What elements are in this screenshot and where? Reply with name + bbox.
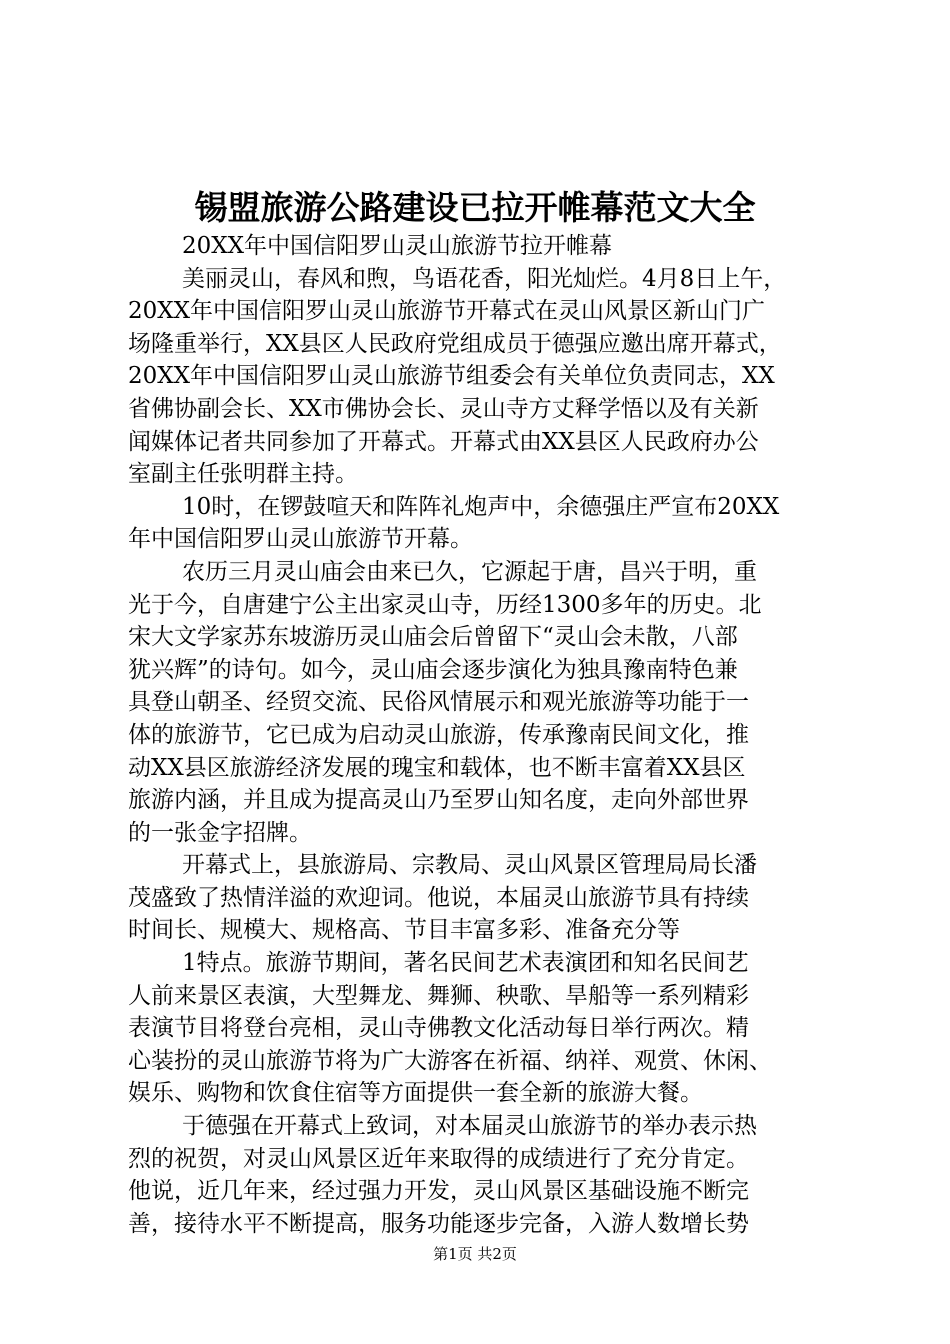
document-body [128, 230, 828, 1240]
paragraph-line: 动XX县区旅游经济发展的瑰宝和载体，也不断丰富着XX县区 [128, 754, 746, 781]
paragraph-line: 20XX年中国信阳罗山灵山旅游节开幕式在灵山风景区新山门广 [128, 298, 766, 325]
paragraph-line: 心装扮的灵山旅游节将为广大游客在祈福、纳祥、观赏、休闲、 [128, 1047, 772, 1074]
paragraph-line: 茂盛致了热情洋溢的欢迎词。他说，本届灵山旅游节具有持续 [128, 884, 749, 911]
paragraph-line: 他说，近几年来，经过强力开发，灵山风景区基础设施不断完 [128, 1178, 749, 1205]
paragraph-line: 善，接待水平不断提高，服务功能逐步完备，入游人数增长势 [128, 1210, 749, 1237]
paragraph-line: 宋大文学家苏东坡游历灵山庙会后曾留下“灵山会未散，八部 [128, 624, 738, 651]
paragraph-line: 娱乐、购物和饮食住宿等方面提供一套全新的旅游大餐。 [128, 1080, 703, 1107]
paragraph-line: 10时，在锣鼓喧天和阵阵礼炮声中，余德强庄严宣布20XX [182, 493, 780, 520]
paragraph-line: 美丽灵山，春风和煦，鸟语花香，阳光灿烂。4月8日上午， [182, 265, 787, 292]
paragraph-line: 烈的祝贺，对灵山风景区近年来取得的成绩进行了充分肯定。 [128, 1145, 749, 1172]
paragraph-line: 省佛协副会长、XX市佛协会长、灵山寺方丈释学悟以及有关新 [128, 395, 759, 422]
paragraph-line: 旅游内涵，并且成为提高灵山乃至罗山知名度，走向外部世界 [128, 787, 749, 814]
paragraph-line: 开幕式上，县旅游局、宗教局、灵山风景区管理局局长潘 [182, 852, 757, 879]
paragraph-line: 20XX年中国信阳罗山灵山旅游节拉开帷幕 [182, 233, 613, 259]
paragraph-line: 20XX年中国信阳罗山灵山旅游节组委会有关单位负责同志，XX [128, 363, 775, 390]
paragraph-line: 于德强在开幕式上致词，对本届灵山旅游节的举办表示热 [182, 1113, 757, 1140]
paragraph-line: 光于今，自唐建宁公主出家灵山寺，历经1300多年的历史。北 [128, 591, 762, 618]
paragraph-line: 1特点。旅游节期间，著名民间艺术表演团和知名民间艺 [182, 950, 749, 977]
paragraph-line: 室副主任张明群主持。 [128, 461, 358, 488]
paragraph-line: 表演节目将登台亮相，灵山寺佛教文化活动每日举行两次。精 [128, 1015, 749, 1042]
paragraph-line: 场隆重举行，XX县区人民政府党组成员于德强应邀出席开幕式， [128, 330, 782, 357]
page-number-footer: 第1页 共2页 [433, 1245, 517, 1263]
paragraph-line: 年中国信阳罗山灵山旅游节开幕。 [128, 526, 473, 553]
paragraph-line: 具登山朝圣、经贸交流、民俗风情展示和观光旅游等功能于一 [128, 689, 749, 716]
paragraph-line: 人前来景区表演，大型舞龙、舞狮、秧歌、旱船等一系列精彩 [128, 982, 749, 1009]
paragraph-line: 农历三月灵山庙会由来已久，它源起于唐，昌兴于明，重 [182, 558, 757, 585]
paragraph-line: 时间长、规模大、规格高、节目丰富多彩、准备充分等 [128, 917, 680, 944]
paragraph-line: 犹兴辉”的诗句。如今，灵山庙会逐步演化为独具豫南特色兼 [128, 656, 738, 683]
document-title: 锡盟旅游公路建设已拉开帷幕范文大全 [194, 188, 756, 227]
paragraph-line: 闻媒体记者共同参加了开幕式。开幕式由XX县区人民政府办公 [128, 428, 759, 455]
paragraph-line: 的一张金字招牌。 [128, 819, 312, 846]
paragraph-line: 体的旅游节，它已成为启动灵山旅游，传承豫南民间文化，推 [128, 721, 749, 748]
